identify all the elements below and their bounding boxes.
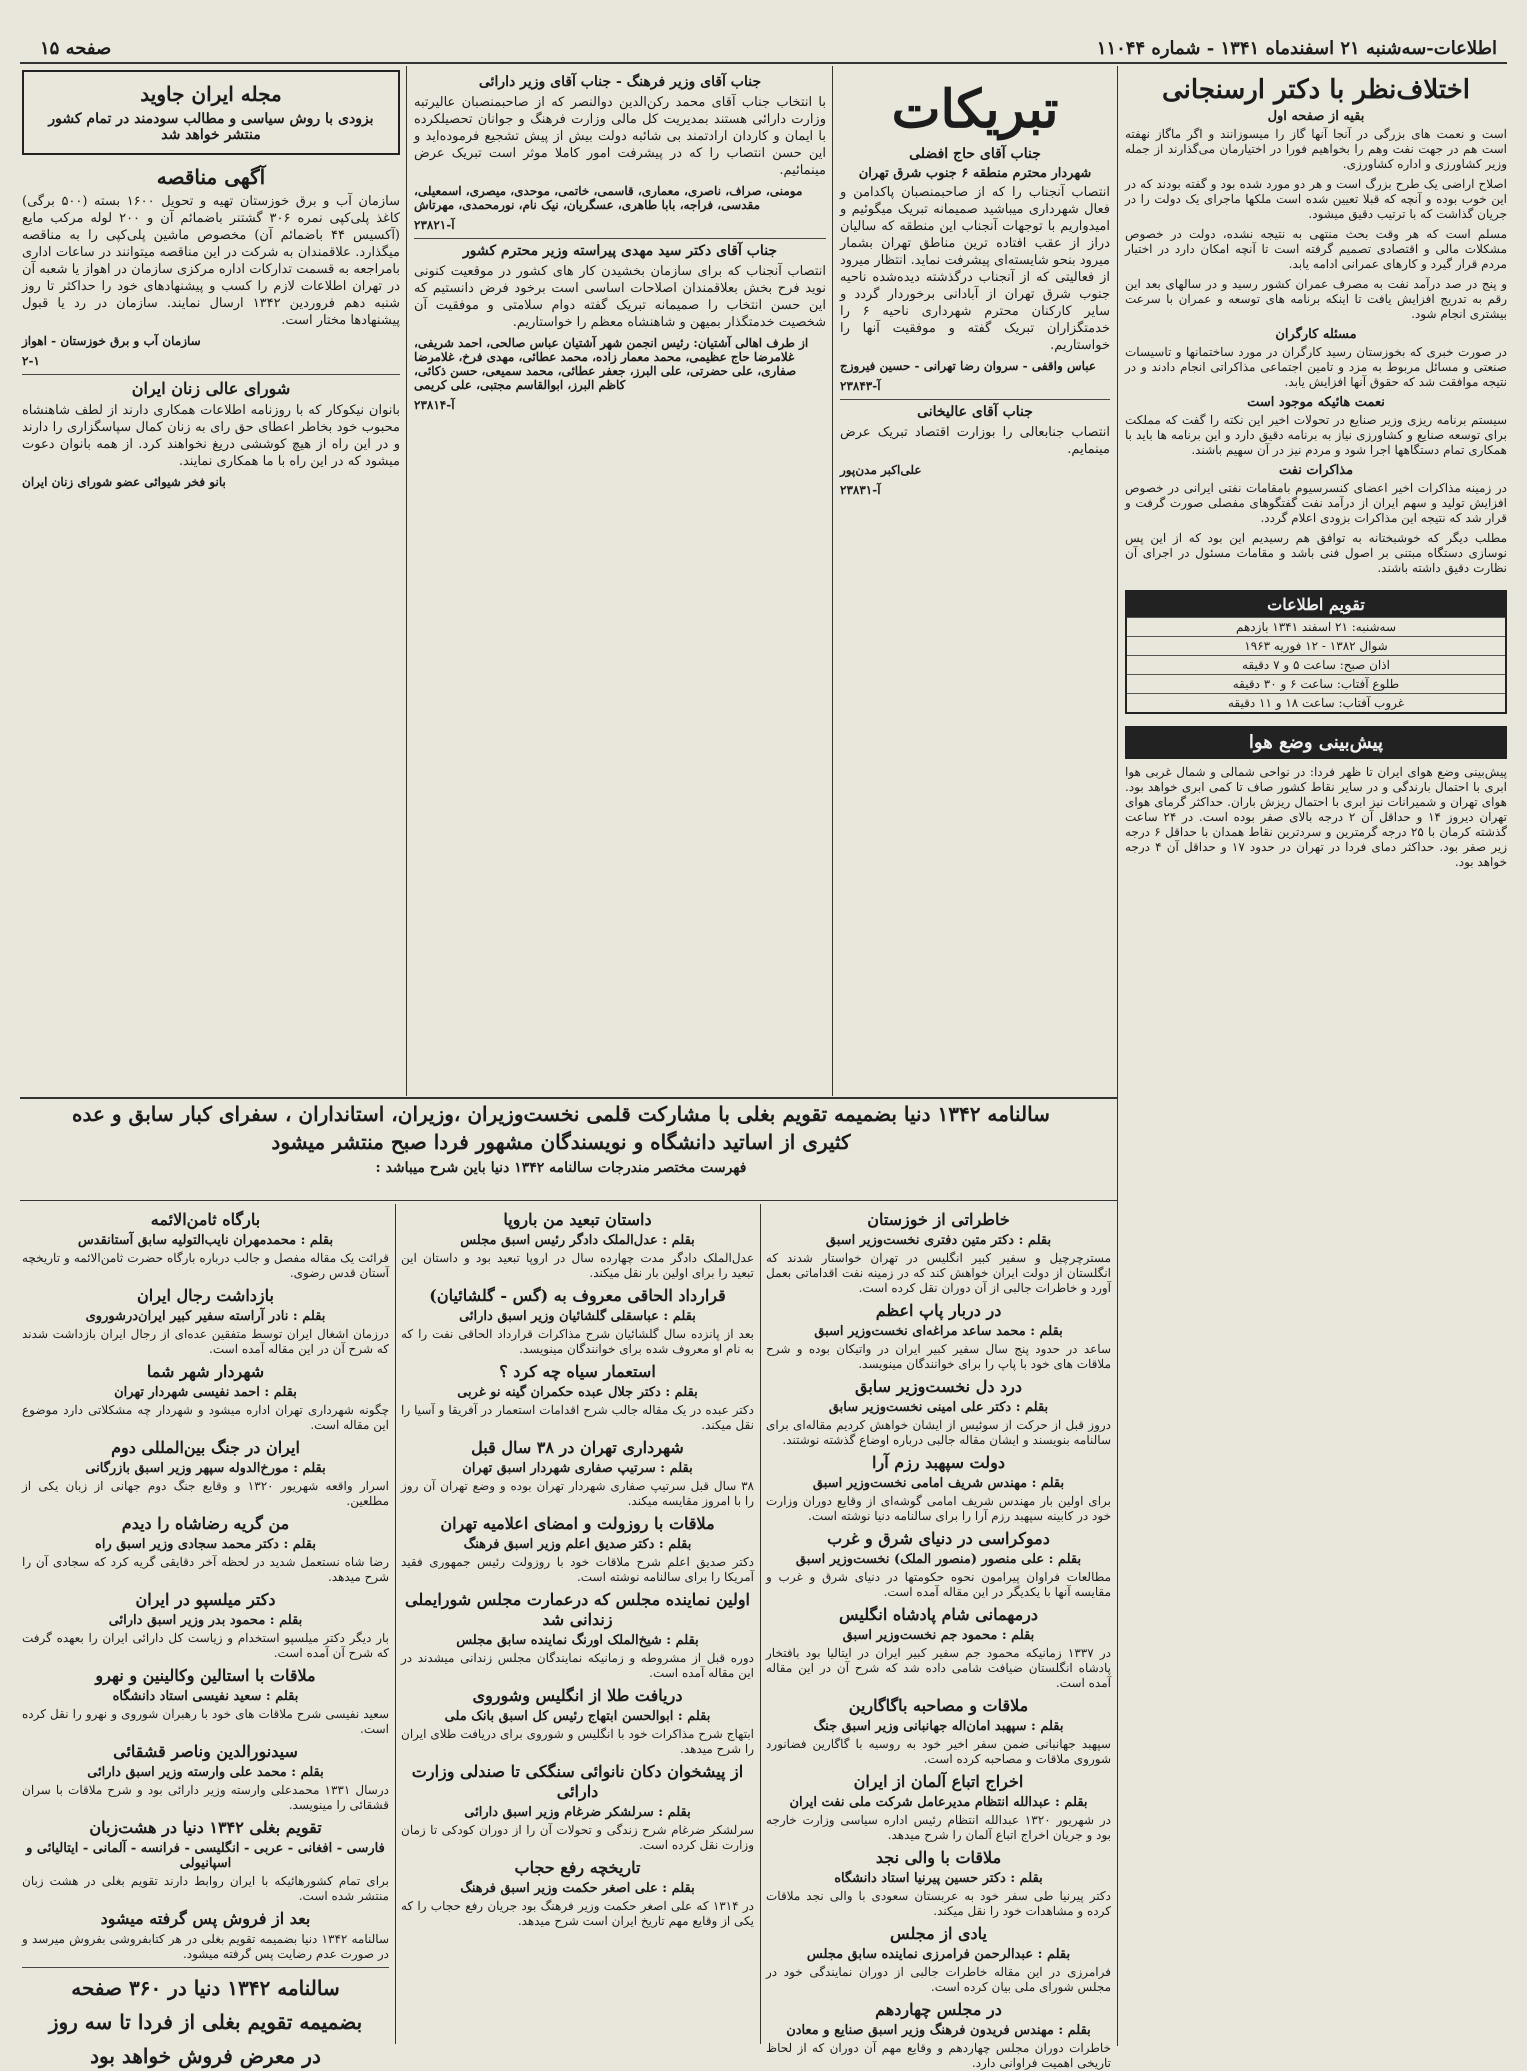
toc-desc: ابتهاج شرح مذاکرات خود با انگلیس و شوروی برای دریافت طلای ایران را شرح میدهد. xyxy=(401,1727,754,1756)
yearbook-banner xyxy=(20,1100,1102,1176)
toc-author: بقلم : دکتر صدیق اعلم وزیر اسبق فرهنگ xyxy=(463,1537,692,1552)
toc-author: بقلم : دکتر محمد سجادی وزیر اسبق راه xyxy=(95,1537,316,1552)
congrats-head: جناب آقای دکتر سید مهدی پیراسته وزیر محترم کشور xyxy=(462,243,778,259)
toc-title: دموکراسی در دنیای شرق و غرب xyxy=(827,1529,1050,1548)
toc-desc: قرائت یک مقاله مفصل و جالب درباره بارگاه حضرت ثامن‌الائمه و تاریخچه آستان قدس رضوی. xyxy=(22,1251,389,1280)
toc-desc: سپهبد جهانبانی ضمن سفر اخیر خود به روسیه با گاگارین فضانورد شوروی ملاقات و مصاحبه کرده است. xyxy=(766,1737,1111,1766)
calendar-row: غروب آفتاب: ساعت ۱۸ و ۱۱ دقیقه xyxy=(1127,693,1505,712)
weather-box xyxy=(1125,726,1507,870)
toc-author: بقلم : سرلشکر ضرغام وزیر اسبق دارائی xyxy=(464,1805,691,1820)
congrats-column xyxy=(840,70,1110,1095)
tender-title: آگهی مناقصه xyxy=(156,165,266,189)
toc-author: بقلم : دکتر علی امینی نخست‌وزیر سابق xyxy=(828,1400,1049,1415)
toc-desc: خاطرات دوران مجلس چهاردهم و وقایع مهم آن دوران که از لحاظ تاریخی اهمیت فراوانی دارد. xyxy=(766,2041,1111,2070)
calendar-row: سه‌شنبه: ۲۱ اسفند ۱۳۴۱ بازدهم xyxy=(1127,617,1505,636)
toc-desc: در شهریور ۱۳۲۰ عبدالله انتظام رئیس اداره سیاسی وزارت خارجه بود و جریان اخراج اتباع آلمان را شرح میدهد. xyxy=(766,1813,1111,1842)
toc-desc: برای تمام کشورهائیکه با ایران روابط دارند تقویم بغلی در هشت زبان منتشر شده است. xyxy=(22,1874,389,1903)
toc-title: شهرداری تهران در ۳۸ سال قبل xyxy=(471,1438,684,1457)
col-divider xyxy=(395,1204,396,2044)
article-title: اختلاف‌نظر با دکتر ارسنجانی xyxy=(1161,75,1470,105)
toc-title: خاطراتی از خوزستان xyxy=(867,1210,1010,1229)
congrats-sign: از طرف اهالی آشتیان: رئیس انجمن شهر آشتیان عباس صالحی، احمد شریفی، غلامرضا حاج عظیمی، محمد معمار زاده، محمد عطائی، مهدی فرخ، غلامرضا صفاری، علی حضرتی، علی البرز، جعفر عطائی، محمد سمیعی، حسن ذکائی، کاظم البرز، ابوالقاسم مجتبی، علی کریمی xyxy=(414,336,809,392)
ads-column xyxy=(22,70,400,1095)
congrats-text: انتصاب آنجناب که برای سازمان بخشیدن کار های کشور در موقعیت کنونی نوید فرح بخش بعلاقمندان اصلاحات اساسی است برخود فرض دانستیم که این حسن انتخاب را صمیمانه تبریک گفته دوام سلامتی و موفقیت آن شخصیت خدمتگذار بمیهن و شاهنشاه معظم را خواستاریم. xyxy=(414,264,826,330)
toc-author: بقلم : دکتر حسین پیرنیا استاد دانشگاه xyxy=(834,1871,1043,1886)
calendar-title: تقویم اطلاعات xyxy=(1127,592,1505,617)
congrats-code: آ-۲۳۸۴۳ xyxy=(840,379,881,393)
toc-desc: عدل‌الملک دادگر مدت چهارده سال در اروپا تبعید بود و داستان این تبعید را برای اولین بار نقل میکند. xyxy=(401,1251,754,1280)
tender-text: سازمان آب و برق خوزستان تهیه و تحویل ۱۶۰۰ بسته (۵۰۰ برگی) کاغذ پلی‌کپی نمره ۳۰۶ گشتنر باضمائم آن و ۲۰۰ لوله مرکب مایع (آکسیس ۴۴ باضمائم آن) مخصوص ماشین پلی‌کپی را به مناقصه میگذارد. علاقمندان به شرکت در این مناقصه میتوانند در ساعات اداری بامراجعه به قسمت تدارکات اداره مرکزی سازمان در اهواز یا شعبه آن در تهران اطلاعات لازم را کسب و پیشنهادهای خود را حداکثر تا روز شنبه دهم فروردین ۱۳۴۲ ارسال نمایند. سازمان در رد یا قبول پیشنهادها مختار است. xyxy=(22,194,400,328)
calendar-row: اذان صبح: ساعت ۵ و ۷ دقیقه xyxy=(1127,655,1505,674)
toc-title: تقویم بغلی ۱۳۴۲ دنیا در هشت‌زبان xyxy=(89,1818,322,1837)
toc-desc: بار دیگر دکتر میلسپو استخدام و زیاست کل دارائی ایران را بعهده گرفت که شرح آن آمده است. xyxy=(22,1631,389,1660)
toc-title: دکتر میلسپو در ایران xyxy=(135,1590,276,1609)
toc-desc: دروز قبل از حرکت از سوئیس از ایشان خواهش کردیم مقاله‌ای برای سالنامه بنویسند و ایشان مقاله جالبی درباره اوضاع گذشته نوشتند. xyxy=(766,1418,1111,1447)
toc-title: داستان تبعید من باروپا xyxy=(503,1210,652,1229)
congrats-text: با انتخاب جناب آقای محمد رکن‌الدین دوالنصر که از صاحبمنصبان عالیرتبه وزارت دارائی هستند بمدیریت کل مالی وزارت فرهنگ و جوانان تحصیلکرده با ایمان و کاردان ارادتمند بی شائبه دولت بیش از پیش تشجیع فرموده‌اید و این حسن انتصاب را که در پیشرفت امور کاملا موثر است تبریک عرض مینمائیم. xyxy=(414,95,826,178)
assoc-title: شورای عالی زنان ایران xyxy=(131,379,291,398)
banner-line: سالنامه ۱۳۴۲ دنیا بضمیمه تقویم بغلی با مشارکت قلمی نخست‌وزیران ،وزیران، استانداران ، سفرای کبار سابق و عده xyxy=(72,1102,1050,1126)
toc-desc: دکتر صدیق اعلم شرح ملاقات خود با روزولت رئیس جمهوری فقید آمریکا را برای سالنامه نوشته است. xyxy=(401,1555,754,1584)
contents-column-a xyxy=(766,1206,1112,2070)
toc-author: بقلم : شیخ‌الملک اورنگ نماینده سابق مجلس xyxy=(456,1633,699,1648)
closing-line: در معرض فروش خواهد بود xyxy=(90,2044,321,2068)
calendar-row: شوال ۱۳۸۲ - ۱۲ فوریه ۱۹۶۳ xyxy=(1127,636,1505,655)
toc-author: بقلم : محمود بدر وزیر اسبق دارائی xyxy=(108,1613,303,1628)
toc-desc: رضا شاه نستعمل شدید در لحظه آخر دقایقی گریه کرد که سجادی آن را شرح میدهد. xyxy=(22,1555,389,1584)
toc-desc: اسرار واقعه شهریور ۱۳۲۰ و وقایع جنگ دوم جهانی از زبان یکی از مطلعین. xyxy=(22,1479,389,1508)
paragraph: و پنج در صد درآمد نفت به مصرف عمران کشور رسید و در سالهای بعد این رقم به تدریج افزایش یافت تا اینکه برنامه های توسعه و عمران با سرعت بیشتری انجام شود. xyxy=(1125,277,1507,321)
toc-title: ملاقات با استالین وکالینین و نهرو xyxy=(95,1666,316,1685)
toc-title: در دربار پاپ اعظم xyxy=(875,1301,1002,1320)
toc-title: سیدنورالدین وناصر قشقائی xyxy=(113,1742,298,1761)
toc-title: یادی از مجلس xyxy=(890,1924,987,1943)
toc-author: بقلم : احمد نفیسی شهردار تهران xyxy=(114,1385,297,1400)
toc-title: بعد از فروش پس گرفته میشود xyxy=(100,1909,311,1928)
band-rule xyxy=(20,1097,1117,1099)
congrats-sign: مومنی، صراف، ناصری، معماری، قاسمی، خاتمی، موحدی، میصری، اسمعیلی، مقدسی، فراجه، بابا طاهری، عسگریان، نیک نام، نورمحمدی، مهرتاش xyxy=(414,184,803,212)
continued-label: بقیه از صفحه اول xyxy=(1267,109,1365,124)
toc-desc: سعید نفیسی شرح ملاقات های خود با رهبران شوروی و نهرو را نقل کرده است. xyxy=(22,1707,389,1736)
toc-author: بقلم : عدل‌الملک دادگر رئیس اسبق مجلس xyxy=(460,1233,695,1248)
page-header xyxy=(0,0,1527,62)
article-ersanjani xyxy=(1125,70,1507,2040)
congrats-text: انتصاب آنجناب را که از صاحبمنصبان پاکدامن و فعال شهرداری میباشید صمیمانه تبریک میگوئیم و امیدواریم با توجهات آنجناب این منطقه که سالیان دراز از عقب افتاده ترین مناطق تهران بشمار میرود بنحو شایسته‌ای پیشرفت نماید. انتظار میرود از فعالیتی که از آنجناب درگذشته دیده‌شده ناحیه جنوب شرق تهران از آبادانی برخوردار گردد و سایر کارکنان محترم شهرداری ناحیه ۶ را خدمتگزاران تبریک گفته و موفقیت آنها را خواستاریم. xyxy=(840,185,1110,353)
toc-desc: ساعد در حدود پنج سال سفیر کبیر ایران در واتیکان بوده و شرح ملاقات های خود با پاپ را برای خوانندگان مینویسد. xyxy=(766,1342,1111,1371)
page-number: صفحه ۱۵ xyxy=(40,38,112,59)
paragraph: است و نعمت های بزرگی در آنجا آنها گاز را میسوزانند و اگر ماگاز نهفته است هم در جهت نفت وهم را بخواهیم فورا در اختیارمان می‌گذارند از جمله وزیر کشاورزی و اداره کشاورزی. xyxy=(1125,127,1507,171)
toc-title: دولت سپهبد رزم آرا xyxy=(872,1453,1005,1472)
toc-desc: سرلشکر ضرغام شرح زندگی و تحولات آن را از دوران کودکی تا زمان وزارت نقل کرده است. xyxy=(401,1823,754,1852)
congrats-head: جناب آقای حاج افضلی xyxy=(909,146,1041,162)
toc-title: در مجلس چهاردهم xyxy=(875,2000,1002,2019)
magazine-title: مجله ایران جاوید xyxy=(140,82,282,106)
separator xyxy=(22,374,400,375)
calendar-box xyxy=(1125,590,1507,714)
congrats-sub: شهردار محترم منطقه ۶ جنوب شرق تهران xyxy=(858,166,1092,181)
toc-title: بازداشت رجال ایران xyxy=(137,1286,274,1305)
toc-author: بقلم : دکتر جلال عبده حکمران گینه نو غربی xyxy=(457,1385,698,1400)
separator xyxy=(414,238,826,239)
assoc-sign: بانو فخر شیوائی عضو شورای زنان ایران xyxy=(22,475,226,489)
toc-author: بقلم : عبدالله انتظام مدیرعامل شرکت ملی نفت ایران xyxy=(789,1795,1088,1810)
toc-desc: در ۱۳۳۷ زمانیکه محمود جم سفیر کبیر ایران در ایتالیا بود بافتخار پادشاه انگلستان ضیافت شامی داده شد که شرح آن در این مقاله آمده است. xyxy=(766,1646,1112,1690)
toc-title: ملاقات با والی نجد xyxy=(875,1848,1002,1867)
closing-line: بضمیمه تقویم بغلی از فردا تا سه روز xyxy=(48,2010,363,2034)
toc-author: بقلم : مورخ‌الدوله سپهر وزیر اسبق بازرگانی xyxy=(85,1461,326,1476)
issue-info: اطلاعات-سه‌شنبه ۲۱ اسفندماه ۱۳۴۱ - شماره ۱۱۰۴۴ xyxy=(1096,38,1497,59)
toc-author: بقلم : سرتیپ صفاری شهردار اسبق تهران xyxy=(462,1461,693,1476)
toc-title: من گریه رضاشاه را دیدم xyxy=(121,1514,290,1533)
toc-title: دریافت طلا از انگلیس وشوروی xyxy=(472,1686,683,1705)
toc-desc: دکتر عبده در یک مقاله جالب شرح اقدامات استعمار در آفریقا و آسیا را نقل میکند. xyxy=(401,1403,754,1432)
congrats-column-2 xyxy=(414,70,826,1095)
magazine-text: بزودی با روش سیاسی و مطالب سودمند در تمام کشور منتشر خواهد شد xyxy=(48,111,374,143)
toc-title: درد دل نخست‌وزیر سابق xyxy=(854,1377,1022,1396)
toc-author: بقلم : ابوالحسن ابتهاج رئیس کل اسبق بانک ملی xyxy=(444,1709,711,1724)
toc-author: بقلم : سعید نفیسی استاد دانشگاه xyxy=(112,1689,299,1704)
toc-author: بقلم : سپهبد امان‌اله جهانبانی وزیر اسبق جنگ xyxy=(813,1719,1064,1734)
toc-author: بقلم : محمد علی وارسته وزیر اسبق دارائی xyxy=(87,1765,324,1780)
toc-desc: چگونه شهرداری تهران اداره میشود و شهردار چه مشکلاتی دارد موضوع این مقاله است. xyxy=(22,1403,389,1432)
banner-contents-label: فهرست مختصر مندرجات سالنامه ۱۳۴۲ دنیا باین شرح میباشد : xyxy=(375,1160,747,1176)
congrats-code: آ-۲۳۸۱۴ xyxy=(414,398,455,412)
paragraph: مطلب دیگر که خوشبختانه به توافق هم رسیدیم این بود که از این پس نوسازی دستگاه مبتنی بر اصول فنی باشد و مقامات مسئول در اجرای آن نظارت دقیق داشته باشند. xyxy=(1125,531,1507,575)
header-rule xyxy=(20,62,1507,64)
toc-title: اخراج اتباع آلمان از ایران xyxy=(853,1772,1024,1791)
toc-title: قرارداد الحاقی معروف به (گس - گلشائیان) xyxy=(429,1286,726,1305)
weather-title: پیش‌بینی وضع هوا xyxy=(1125,726,1507,759)
toc-title: از پیشخوان دکان نانوائی سنگکی تا صندلی وزارت دارائی xyxy=(411,1762,744,1801)
paragraph: در زمینه مذاکرات اخیر اعضای کنسرسیوم بامقامات نفتی ایرانی در خصوص افزایش تولید و سهم ایران از درآمد نفت گفتگوهای مفصلی صورت گرفت و قرار شد که نتیجه این مذاکرات بزودی اعلام گردد. xyxy=(1125,481,1507,525)
toc-title: ایران در جنگ بین‌المللی دوم xyxy=(111,1438,300,1457)
paragraph: اصلاح اراضی یک طرح بزرگ است و هر دو مورد شده بود و گفته بودند که در این خوب بوده و آنچه که قبلا تعیین شده است ملکها ماجرای یک دولت را در جریان گذاشت که با ترتیب دقیق میشود. xyxy=(1125,177,1507,221)
toc-author: بقلم : مهندس شریف امامی نخست‌وزیر اسبق xyxy=(812,1476,1065,1491)
toc-author: بقلم : عبدالرحمن فرامرزی نماینده سابق مجلس xyxy=(806,1947,1071,1962)
congrats-title: تبریکات xyxy=(891,79,1059,140)
toc-author: بقلم : نادر آراسته سفیر کبیر ایران‌درشوروی xyxy=(85,1309,326,1324)
toc-author: بقلم : علی اصغر حکمت وزیر اسبق فرهنگ xyxy=(460,1881,695,1896)
toc-author: بقلم : دکتر متین دفتری نخست‌وزیر اسبق xyxy=(825,1233,1052,1248)
toc-title: درمهمانی شام پادشاه انگلیس xyxy=(839,1605,1038,1624)
subheading: نعمت هائیکه موجود است xyxy=(1247,395,1385,410)
toc-desc: ۳۸ سال قبل سرتیپ صفاری شهردار تهران بوده و وضع تهران آن روز را با امروز مقایسه میکند. xyxy=(401,1479,754,1508)
assoc-text: بانوان نیکوکار که با روزنامه اطلاعات همکاری دارند از لطف شاهنشاه محبوب خود بخاطر اعطای حق رای به زنان کمال سپاسگزاری را دارند و در این راه از هیچ کوششی دریغ نخواهند کرد. از همه بانوان دعوت میشود که در این راه با ما همکاری نمایند. xyxy=(22,403,400,469)
subheading: مذاکرات نفت xyxy=(1278,463,1354,478)
toc-desc: سالنامه ۱۳۴۲ دنیا بضمیمه تقویم بغلی در هر کتابفروشی بفروش میرسد و در صورت عدم رضایت پس گرفته میشود. xyxy=(22,1932,389,1961)
toc-desc: بعد از پانزده سال گلشائیان شرح مذاکرات قرارداد الحاقی نفت را که به نام او معروف شده برای خوانندگان مینویسد. xyxy=(401,1327,754,1356)
toc-title: شهردار شهر شما xyxy=(146,1362,265,1381)
toc-author: بقلم : مهندس فریدون فرهنگ وزیر اسبق صنایع و معادن xyxy=(786,2023,1091,2038)
toc-author: بقلم : محمود جم نخست‌وزیر اسبق xyxy=(842,1628,1035,1643)
toc-desc: درسال ۱۳۳۱ محمدعلی وارسته وزیر دارائی بود و شرح ملاقات با سران قشقائی را مینویسد. xyxy=(22,1783,389,1812)
congrats-head: جناب آقای وزیر فرهنگ - جناب آقای وزیر دارائی xyxy=(478,74,762,90)
toc-author: فارسی - افغانی - عربی - انگلیسی - فرانسه - آلمانی - ایتالیائی و اسپانیولی xyxy=(26,1841,385,1871)
tender-code: ۲-۱ xyxy=(22,354,40,368)
calendar-row: طلوع آفتاب: ساعت ۶ و ۳۰ دقیقه xyxy=(1127,674,1505,693)
toc-desc: مسترچرچیل و سفیر کبیر انگلیس در تهران خواستار شدند که انگلستان از دولت ایران خواهش کند که در زمینه نفت اقداماتی بعمل آورد و خاطرات جالبی از آن دوران نقل کرده است. xyxy=(766,1251,1112,1295)
congrats-code: آ-۲۳۸۳۱ xyxy=(840,483,881,497)
paragraph: مسلم است که هر وقت بحث منتهی به نتیجه نشده، دولت در خصوص مشکلات مالی و اقتصادی تصمیم گرفته است تا آنچه امکان دارد در اختیار مردم قرار گیرد و کارهای عمرانی ادامه یابد. xyxy=(1125,227,1507,271)
closing-line: سالنامه ۱۳۴۲ دنیا در ۳۶۰ صفحه xyxy=(71,1976,340,2000)
congrats-sign: عباس واقفی - سروان رضا تهرانی - حسین فیروزج xyxy=(840,359,1097,373)
toc-desc: در ۱۳۱۴ که علی اصغر حکمت وزیر فرهنگ بود جریان رفع حجاب را که یکی از وقایع مهم تاریخ ایران است شرح میدهد. xyxy=(401,1899,754,1928)
toc-desc: دوره قبل از مشروطه و زمانیکه نمایندگان مجلس زندانی میشدند در این مقاله آمده است. xyxy=(401,1651,754,1680)
tender-sign: سازمان آب و برق خوزستان - اهواز xyxy=(22,334,201,348)
subheading: مسئله کارگران xyxy=(1275,327,1357,342)
toc-desc: فرامرزی در این مقاله خاطرات جالبی از دوران نمایندگی خود در مجلس شورای ملی بیان کرده است. xyxy=(766,1965,1111,1994)
col-divider xyxy=(406,66,407,1096)
toc-desc: دکتر پیرنیا طی سفر خود به عربستان سعودی با والی نجد ملاقات کرده و مشاهدات خود را نقل میکند. xyxy=(766,1889,1111,1918)
toc-desc: درزمان اشغال ایران توسط متفقین عده‌ای از رجال ایران بازداشت شدند که شرح آن در این مقاله آمده است. xyxy=(22,1327,389,1356)
toc-title: استعمار سیاه چه کرد ؟ xyxy=(499,1362,656,1381)
toc-author: بقلم : محمدمهران نایب‌التولیه سابق آستانقدس xyxy=(77,1233,334,1248)
col-divider xyxy=(1117,66,1118,2046)
col-divider xyxy=(832,66,833,1096)
col-divider xyxy=(760,1204,761,2044)
toc-author: بقلم : محمد ساعد مراغه‌ای نخست‌وزیر اسبق xyxy=(814,1324,1063,1339)
toc-author: بقلم : عباسقلی گلشائیان وزیر اسبق دارائی xyxy=(459,1309,696,1324)
contents-column-c xyxy=(22,1206,389,2068)
magazine-box xyxy=(22,70,400,155)
toc-desc: مطالعات فراوان پیرامون نحوه حکومتها در دنیای شرق و غرب و مقایسه آنها با یکدیگر در این مقاله آمده است. xyxy=(766,1570,1111,1599)
separator xyxy=(22,1967,389,1968)
congrats-code: آ-۲۳۸۲۱ xyxy=(414,218,455,232)
congrats-text: انتصاب جنابعالی را بوزارت اقتصاد تبریک عرض مینمایم. xyxy=(840,425,1110,457)
band-rule xyxy=(20,1200,1117,1201)
toc-title: اولین نماینده مجلس که درعمارت مجلس شورایملی زندانی شد xyxy=(405,1590,750,1629)
weather-text: پیش‌بینی وضع هوای ایران تا ظهر فردا: در نواحی شمالی و شمال غربی هوا ابری با احتمال بارندگی و در سایر نقاط کشور صاف تا کمی ابری خواهد بود. هوای تهران و شمیرانات نیز ابری با احتمال ریزش باران. حداکثر گرمای هوای تهران دیروز ۱۴ و حداقل آن ۲ درجه بالای صفر بوده است. در ۲۴ ساعت گذشته کرمان با ۲۵ درجه گرمترین و سردترین نقاط همدان با حداقل ۶ درجه زیر صفر بود. حداکثر دمای فردا در تهران در حدود ۱۷ و حداقل آن ۴ درجه خواهد بود. xyxy=(1125,765,1508,869)
paragraph: در صورت خبری که بخوزستان رسید کارگران در مورد ساختمانها و تاسیسات صنعتی و مسائل مربوط به مزد و تامین اجتماعی مذاکراتی انجام دادند و در نتیجه موافقت شد که حقوق آنها افزایش یابد. xyxy=(1125,345,1507,389)
congrats-sign: علی‌اکبر مدن‌پور xyxy=(840,463,922,477)
toc-author: بقلم : علی منصور (منصور الملک) نخست‌وزیر اسبق xyxy=(795,1552,1082,1567)
congrats-head: جناب آقای عالیخانی xyxy=(917,404,1033,420)
toc-title: بارگاه ثامن‌الائمه xyxy=(150,1210,261,1229)
toc-desc: برای اولین بار مهندس شریف امامی گوشه‌ای از وقایع دوران وزارت خود در کابینه سپهبد رزم آرا را برای سالنامه دنیا نوشته است. xyxy=(766,1494,1111,1523)
toc-title: ملاقات و مصاحبه باگاگارین xyxy=(848,1696,1029,1715)
toc-title: تاریخچه رفع حجاب xyxy=(514,1858,641,1877)
banner-line: کثیری از اساتید دانشگاه و نویسندگان مشهور فردا صبح منتشر میشود xyxy=(271,1130,851,1154)
separator xyxy=(840,399,1110,400)
toc-title: ملاقات با روزولت و امضای اعلامیه تهران xyxy=(440,1514,715,1533)
paragraph: سیستم برنامه ریزی وزیر صنایع در تحولات اخیر این نکته را گفت که مملکت برای توسعه صنایع و کشاورزی نیاز به برنامه دقیق دارد و این برنامه ها باید با همکاری تمام دستگاهها اجرا شود و مردم نیز در آن سهیم باشند. xyxy=(1125,413,1507,457)
contents-column-b xyxy=(401,1206,754,2042)
